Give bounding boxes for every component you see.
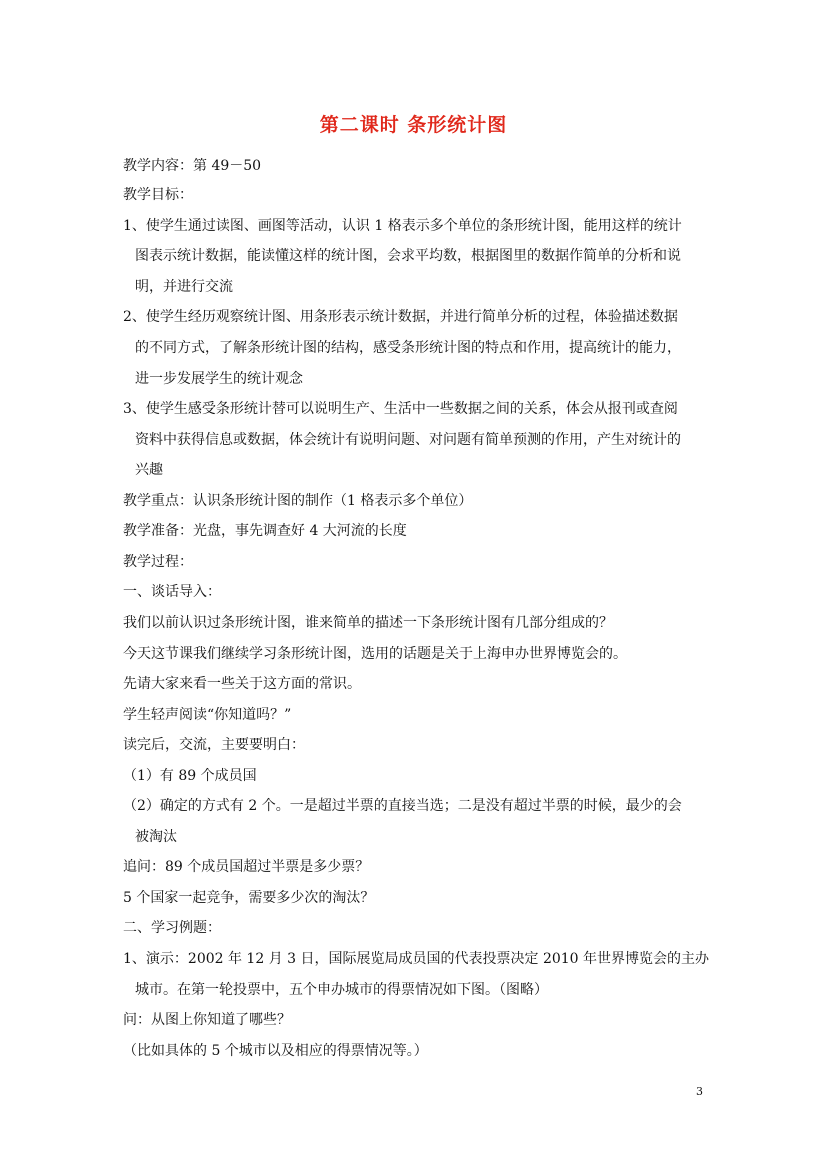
text-line: 教学目标：: [123, 187, 193, 203]
text-line: 今天这节课我们继续学习条形统计图，选用的话题是关于上海申办世界博览会的。: [123, 646, 627, 662]
text-line: 二、学习例题：: [123, 920, 221, 936]
text-line: 的不同方式，了解条形统计图的结构，感受条形统计图的特点和作用，提高统计的能力，: [135, 340, 681, 356]
text-line: （比如具体的 5 个城市以及相应的得票情况等。）: [123, 1043, 428, 1059]
text-line: 2、使学生经历观察统计图、用条形表示统计数据，并进行简单分析的过程，体验描述数据: [123, 309, 678, 325]
text-line: 学生轻声阅读“你知道吗？”: [123, 707, 292, 723]
text-line: 教学准备：光盘，事先调查好 4 大河流的长度: [123, 523, 407, 539]
text-line: 教学重点：认识条形统计图的制作（1 格表示多个单位）: [123, 493, 473, 509]
text-line: 读完后，交流，主要要明白：: [123, 737, 305, 753]
text-line: 先请大家来看一些关于这方面的常识。: [123, 676, 361, 692]
text-line: 追问：89 个成员国超过半票是多少票？: [123, 859, 370, 875]
text-line: 资料中获得信息或数据，体会统计有说明问题、对问题有简单预测的作用，产生对统计的: [135, 432, 681, 448]
text-line: 一、谈话导入：: [123, 584, 221, 600]
text-line: 进一步发展学生的统计观念: [135, 371, 303, 387]
text-line: （1）有 89 个成员国: [123, 768, 257, 784]
text-line: 1、演示：2002 年 12 月 3 日，国际展览局成员国的代表投票决定 2010 年世界博览会的主办: [123, 951, 710, 967]
text-line: 城市。在第一轮投票中，五个申办城市的得票情况如下图。（图略）: [135, 982, 548, 998]
text-line: 图表示统计数据，能读懂这样的统计图，会求平均数，根据图里的数据作简单的分析和说: [135, 248, 681, 264]
text-line: （2）确定的方式有 2 个。一是超过半票的直接当选；二是没有超过半票的时候，最少的会: [123, 798, 682, 814]
text-line: 问：从图上你知道了哪些？: [123, 1012, 291, 1028]
text-line: 教学过程：: [123, 554, 193, 570]
text-line: 兴趣: [135, 462, 163, 478]
text-line: 被淘汰: [135, 829, 177, 845]
page-number: 3: [696, 1085, 703, 1098]
page-title: 第二课时 条形统计图: [319, 114, 508, 136]
text-line: 教学内容：第 49－50: [123, 158, 262, 174]
text-line: 1、使学生通过读图、画图等活动，认识 1 格表示多个单位的条形统计图，能用这样的统计: [123, 218, 682, 234]
text-line: 我们以前认识过条形统计图，谁来简单的描述一下条形统计图有几部分组成的？: [123, 615, 613, 631]
text-line: 明，并进行交流: [135, 279, 233, 295]
text-line: 3、使学生感受条形统计替可以说明生产、生活中一些数据之间的关系，体会从报刊或查阅: [123, 401, 678, 417]
text-line: 5 个国家一起竞争，需要多少次的淘汰？: [123, 890, 375, 906]
